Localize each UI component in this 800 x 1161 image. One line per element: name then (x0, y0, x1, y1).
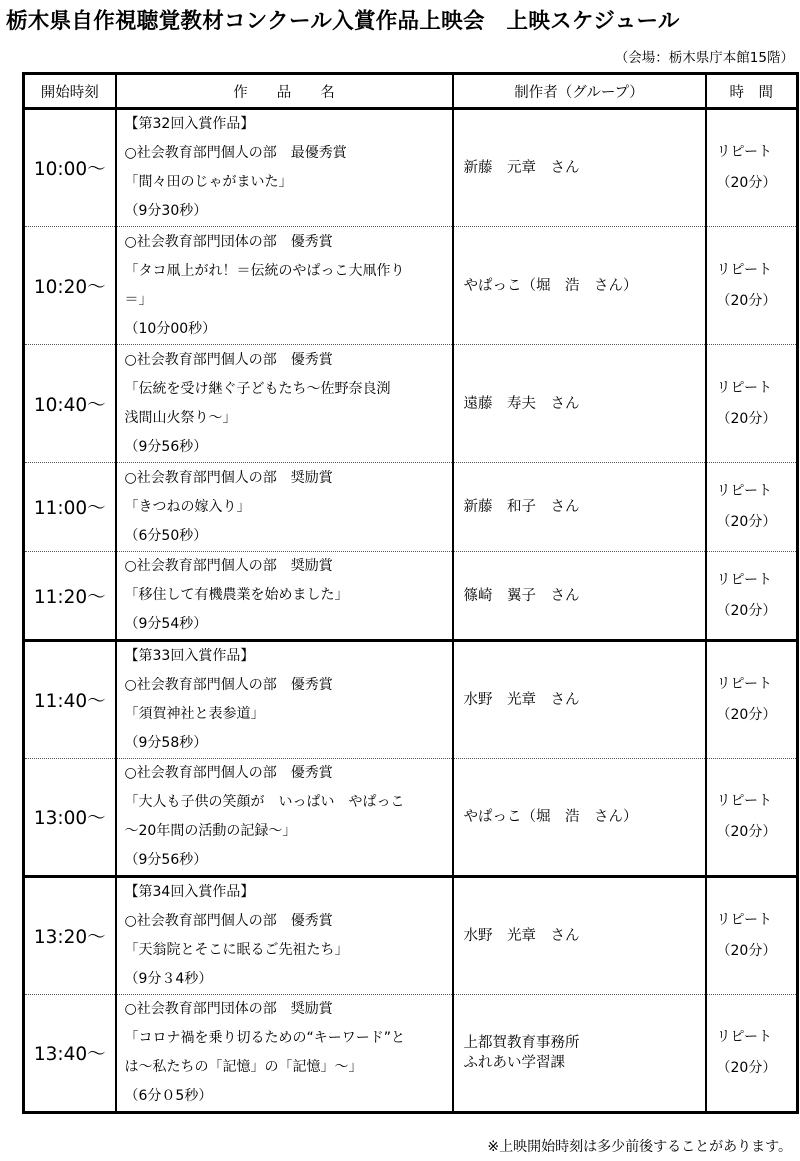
schedule-row (24, 641, 798, 759)
schedule-row (24, 759, 798, 877)
maker-cell (453, 759, 706, 877)
duration-label: （20分） (716, 943, 777, 959)
work-line: （9分58秒） (124, 735, 208, 751)
start-time-cell: 10:00～ (24, 109, 116, 227)
start-time-cell: 10:20～ (24, 227, 116, 345)
start-time-cell: 13:40～ (24, 995, 116, 1113)
work-line: ○社会教育部門団体の部 優秀賞 (124, 233, 333, 250)
work-title-cell (116, 227, 453, 345)
header-row (24, 74, 798, 109)
maker-cell (453, 463, 706, 552)
schedule-row (24, 463, 798, 552)
page-title: 栃木県自作視聴覚教材コンクール入賞作品上映会 上映スケジュール (6, 9, 680, 34)
duration-cell (706, 641, 798, 759)
maker-cell (453, 109, 706, 227)
header-duration: 時 間 (706, 74, 798, 109)
duration-cell (706, 345, 798, 463)
start-time-cell: 11:40～ (24, 641, 116, 759)
maker-line: やぱっこ（堀 浩 さん） (463, 809, 638, 825)
work-line: 【第34回入賞作品】 (124, 884, 255, 900)
header-work-title: 作 品 名 (116, 74, 453, 109)
duration-label: （20分） (716, 602, 777, 619)
work-line: ○社会教育部門個人の部 優秀賞 (124, 677, 333, 693)
repeat-label: リピート (716, 261, 772, 278)
duration-label: （20分） (716, 514, 777, 530)
duration-label: （20分） (716, 292, 777, 309)
schedule-rows (24, 109, 798, 1113)
repeat-label: リピート (716, 1029, 772, 1045)
schedule-row (24, 552, 798, 641)
maker-cell (453, 877, 706, 995)
work-line: ○社会教育部門個人の部 奨励賞 (124, 558, 333, 574)
schedule-row (24, 109, 798, 227)
start-time-cell: 13:00～ (24, 759, 116, 877)
duration-label: （20分） (716, 1060, 777, 1076)
maker-cell (453, 641, 706, 759)
work-line: 「移住して有機農業を始めました」 (124, 587, 349, 603)
work-line: ○社会教育部門個人の部 優秀賞 (124, 351, 333, 368)
work-title-cell (116, 995, 453, 1113)
maker-cell (453, 227, 706, 345)
schedule-row (24, 227, 798, 345)
work-line: （6分０5秒） (124, 1088, 213, 1104)
work-line: ＝」 (124, 291, 153, 308)
work-line: （9分54秒） (124, 616, 208, 632)
repeat-label: リピート (716, 379, 772, 396)
maker-line: 新藤 和子 さん (463, 499, 580, 515)
schedule-table (22, 72, 799, 1114)
header-start-time: 開始時刻 (24, 74, 116, 109)
work-line: （9分56秒） (124, 438, 208, 455)
duration-label: （20分） (716, 707, 777, 723)
maker-line: 遠藤 寿夫 さん (463, 395, 580, 412)
duration-cell (706, 877, 798, 995)
work-line: （6分50秒） (124, 527, 208, 544)
work-title-cell (116, 552, 453, 641)
duration-label: （20分） (716, 410, 777, 427)
work-line: 「須賀神社と表参道」 (124, 706, 265, 722)
maker-line: 新藤 元章 さん (463, 160, 580, 176)
work-line: は～私たちの「記憶」の「記憶」～」 (124, 1059, 363, 1075)
repeat-label: リピート (716, 571, 772, 588)
maker-line: やぱっこ（堀 浩 さん） (463, 277, 638, 294)
work-line: 【第33回入賞作品】 (124, 648, 255, 664)
repeat-label: リピート (716, 912, 772, 928)
work-line: ○社会教育部門個人の部 奨励賞 (124, 469, 333, 486)
work-line: ○社会教育部門個人の部 最優秀賞 (124, 145, 347, 161)
work-line: 「きつねの嫁入り」 (124, 498, 251, 515)
duration-label: （20分） (716, 824, 777, 840)
repeat-label: リピート (716, 144, 772, 160)
work-line: 浅間山火祭り～」 (124, 409, 237, 426)
schedule-row (24, 345, 798, 463)
schedule-row (24, 995, 798, 1113)
work-line: （10分00秒） (124, 320, 217, 337)
start-time-cell: 13:20～ (24, 877, 116, 995)
work-line: （9分30秒） (124, 203, 208, 219)
work-line: （9分３4秒） (124, 971, 213, 987)
work-line: ○社会教育部門個人の部 優秀賞 (124, 913, 333, 929)
work-line: ○社会教育部門個人の部 優秀賞 (124, 765, 333, 781)
footnote: ※上映開始時刻は多少前後することがあります。 (487, 1139, 792, 1155)
repeat-label: リピート (716, 676, 772, 692)
start-time-cell: 11:20～ (24, 552, 116, 641)
maker-line: 篠崎 翼子 さん (463, 587, 580, 604)
work-line: 【第32回入賞作品】 (124, 116, 255, 132)
repeat-label: リピート (716, 483, 772, 499)
work-line: 「タコ凧上がれ！＝伝統のやぱっこ大凧作り (124, 262, 405, 279)
maker-line: 水野 光章 さん (463, 692, 580, 708)
work-line: 「間々田のじゃがまいた」 (124, 174, 293, 190)
start-time-cell: 10:40～ (24, 345, 116, 463)
work-title-cell (116, 641, 453, 759)
work-line: （9分56秒） (124, 852, 208, 868)
schedule-row (24, 877, 798, 995)
work-title-cell (116, 345, 453, 463)
header-maker: 制作者（グループ） (453, 74, 706, 109)
duration-label: （20分） (716, 175, 777, 191)
duration-cell (706, 995, 798, 1113)
maker-line: 水野 光章 さん (463, 928, 580, 944)
venue-label: （会場：栃木県庁本館15階） (614, 50, 794, 66)
maker-cell (453, 995, 706, 1113)
duration-cell (706, 552, 798, 641)
start-time-cell: 11:00～ (24, 463, 116, 552)
work-title-cell (116, 877, 453, 995)
work-title-cell (116, 463, 453, 552)
work-line: ～20年間の活動の記録～」 (124, 823, 297, 839)
repeat-label: リピート (716, 793, 772, 809)
maker-cell (453, 345, 706, 463)
maker-line: 上都賀教育事務所 (463, 1035, 580, 1051)
maker-cell (453, 552, 706, 641)
work-line: 「天翁院とそこに眠るご先祖たち」 (124, 942, 349, 958)
work-line: ○社会教育部門団体の部 奨励賞 (124, 1001, 333, 1017)
work-title-cell (116, 109, 453, 227)
work-line: 「コロナ禍を乗り切るための“キーワード”と (124, 1030, 406, 1046)
duration-cell (706, 227, 798, 345)
work-line: 「伝統を受け継ぐ子どもたち～佐野奈良渕 (124, 380, 391, 397)
work-title-cell (116, 759, 453, 877)
duration-cell (706, 463, 798, 552)
duration-cell (706, 759, 798, 877)
work-line: 「大人も子供の笑顔が いっぱい やぱっこ (124, 794, 405, 810)
maker-line: ふれあい学習課 (463, 1055, 565, 1071)
duration-cell (706, 109, 798, 227)
